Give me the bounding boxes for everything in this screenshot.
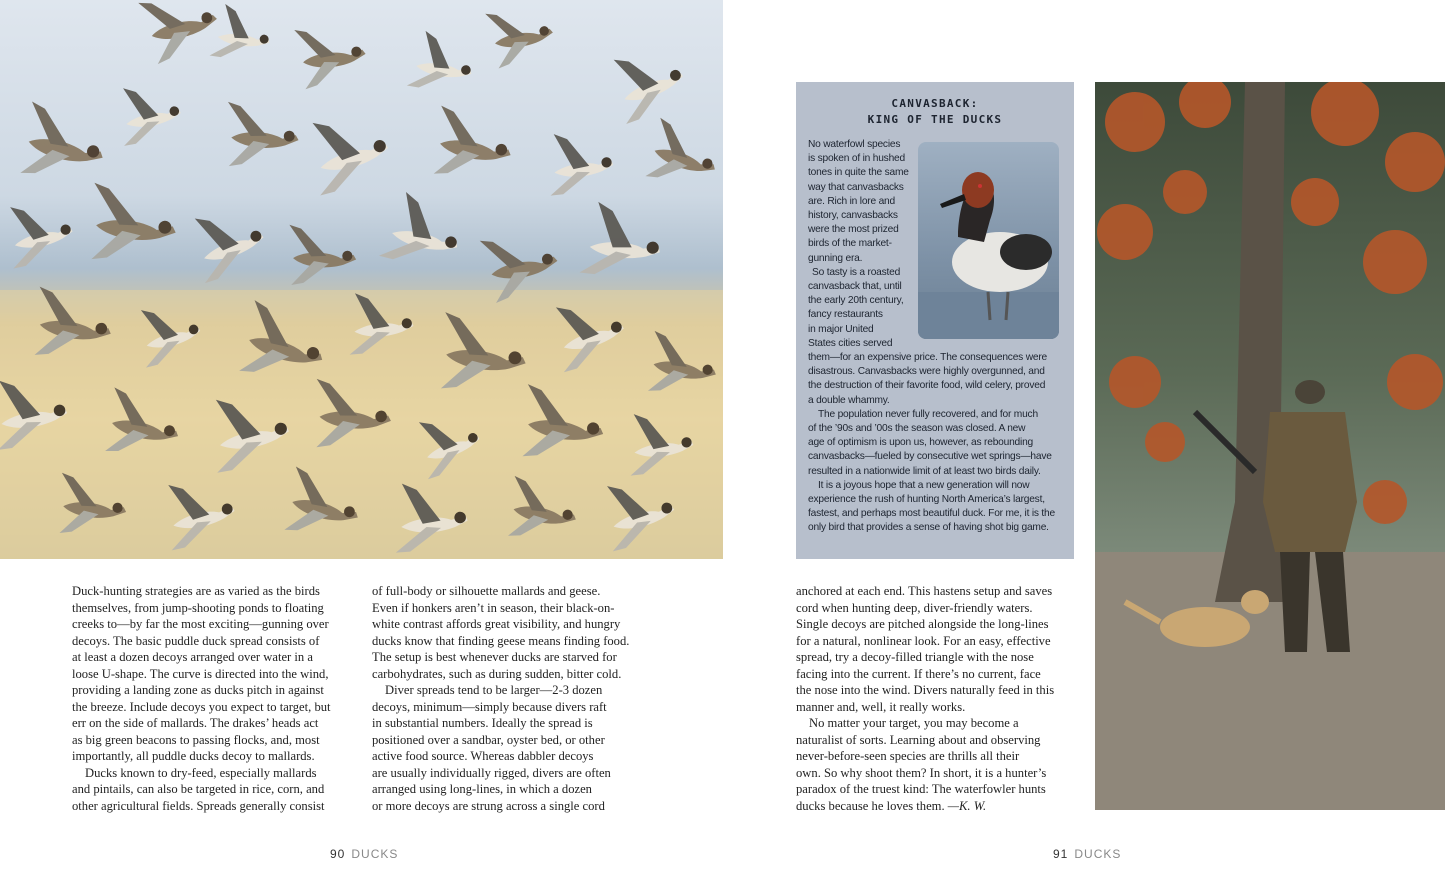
section-name: DUCKS bbox=[1074, 847, 1122, 861]
sidebar-title-line: KING OF THE DUCKS bbox=[867, 113, 1003, 126]
sidebar-line: birds of the market- bbox=[808, 238, 892, 250]
sidebar-line: of the ’90s and ’00s the season was closed. A new bbox=[808, 423, 1026, 435]
text-line: Single decoys are pitched alongside the long-lines bbox=[796, 617, 1049, 631]
text-line: spread, try a decoy-filled triangle with the nose bbox=[796, 650, 1034, 664]
text-line: facing into the current. If there’s no current, face bbox=[796, 666, 1041, 681]
sidebar-line: a double whammy. bbox=[808, 394, 890, 406]
sidebar-line: in major United bbox=[808, 323, 874, 335]
sidebar-line: canvasbacks—fueled by consecutive wet springs—have bbox=[808, 451, 1052, 463]
text-line: other agricultural fields. Spreads generally consist bbox=[72, 798, 325, 813]
sidebar-line: the destruction of their favorite food, wild celery, proved bbox=[808, 380, 1046, 392]
text-line: active food source. Whereas dabbler decoys bbox=[372, 749, 594, 763]
text-line: or more decoys are strung across a single cord bbox=[372, 798, 605, 813]
canvasback-sidebar bbox=[796, 82, 1074, 559]
text-line: themselves, from jump-shooting ponds to floating bbox=[72, 600, 324, 615]
sidebar-title bbox=[796, 96, 1074, 128]
text-line: positioned over a sandbar, oyster bed, or other bbox=[372, 732, 605, 747]
text-line: No matter your target, you may become a bbox=[809, 716, 1019, 730]
text-line: Ducks known to dry-feed, especially mallards bbox=[85, 765, 317, 780]
text-line: Diver spreads tend to be larger—2-3 dozen bbox=[385, 683, 603, 697]
body-column-2 bbox=[372, 583, 652, 814]
text-line: loose U-shape. The curve is directed into the wind, bbox=[72, 666, 329, 681]
text-line: naturalist of sorts. Learning about and observing bbox=[796, 732, 1041, 747]
text-line: the nose into the wind. Divers naturally feed in this bbox=[796, 683, 1055, 697]
text-line: the breeze. Include decoys you expect to target, but bbox=[72, 699, 331, 714]
text-line: arranged using long-lines, in which a dozen bbox=[372, 782, 592, 796]
text-line: Duck-hunting strategies are as varied as the birds bbox=[72, 584, 320, 598]
text-line: white contrast affords great visibility, and hungry bbox=[372, 617, 621, 631]
sidebar-line: is spoken of in hushed bbox=[808, 153, 905, 165]
sidebar-line: It is a joyous hope that a new generation will now bbox=[818, 479, 1030, 491]
text-line: ducks because he loves them. bbox=[796, 798, 945, 813]
text-line: cord when hunting deep, diver-friendly waters. bbox=[796, 600, 1033, 615]
sidebar-line: The population never fully recovered, and for much bbox=[818, 408, 1038, 420]
text-line: for a natural, nonlinear look. For an easy, effective bbox=[796, 633, 1051, 648]
duck-flock-illustration bbox=[0, 0, 723, 559]
sidebar-line: canvasback that, until bbox=[808, 281, 902, 293]
body-column-1 bbox=[72, 583, 352, 814]
sidebar-line: So tasty is a roasted bbox=[812, 266, 901, 278]
text-line: decoys. The basic puddle duck spread consists of bbox=[72, 633, 320, 648]
sidebar-text-narrow bbox=[808, 138, 916, 351]
text-line: The setup is best whenever ducks are starved for bbox=[372, 650, 617, 664]
text-line-last bbox=[796, 798, 1076, 815]
text-line: ducks know that finding geese means finding food. bbox=[372, 633, 630, 648]
text-line: paradox of the truest kind: The waterfowler hunts bbox=[796, 782, 1046, 796]
sidebar-title-line: CANVASBACK: bbox=[891, 97, 979, 110]
sidebar-line: fastest, and perhaps most beautiful duck. For me, it is the bbox=[808, 508, 1055, 520]
text-line: and pintails, can also be targeted in rice, corn, and bbox=[72, 782, 325, 796]
sidebar-line: No waterfowl species bbox=[808, 139, 901, 150]
sidebar-line: way that canvasbacks bbox=[808, 181, 904, 193]
sidebar-line: were the most prized bbox=[808, 224, 899, 236]
canvasback-illustration bbox=[918, 142, 1059, 339]
sidebar-line: tones in quite the same bbox=[808, 167, 909, 179]
page-number: 91 bbox=[1053, 847, 1069, 861]
author-signature: —K. W. bbox=[947, 798, 987, 813]
flock-photo bbox=[0, 0, 723, 559]
sidebar-line: history, canvasbacks bbox=[808, 210, 898, 222]
sidebar-line: gunning era. bbox=[808, 252, 863, 264]
page-folio-right bbox=[1053, 847, 1121, 861]
sidebar-line: are. Rich in lore and bbox=[808, 195, 895, 207]
text-line: Even if honkers aren’t in season, their black-on- bbox=[372, 600, 615, 615]
text-line: as big green beacons to passing flocks, and, most bbox=[72, 732, 320, 747]
text-line: decoys, minimum—simply because divers raft bbox=[372, 699, 607, 714]
sidebar-line: only bird that provides a sense of having shot big game. bbox=[808, 522, 1049, 534]
sidebar-line: experience the rush of hunting North America’s largest, bbox=[808, 494, 1045, 506]
sidebar-line: the early 20th century, bbox=[808, 295, 904, 307]
page-number: 90 bbox=[330, 847, 346, 861]
sidebar-text-wide bbox=[808, 351, 1064, 536]
hunter-and-dog-illustration bbox=[1095, 82, 1445, 810]
text-line: at least a dozen decoys arranged over water in a bbox=[72, 650, 313, 664]
text-line: own. So why shoot them? In short, it is a hunter’s bbox=[796, 765, 1047, 780]
text-line: creeks to—by far the most exciting—gunning over bbox=[72, 617, 329, 631]
text-line: importantly, all puddle ducks decoy to mallards. bbox=[72, 749, 315, 763]
sidebar-line: States cities served bbox=[808, 337, 893, 349]
text-line: anchored at each end. This hastens setup and saves bbox=[796, 584, 1053, 598]
text-line: err on the side of mallards. The drakes’ heads act bbox=[72, 716, 319, 730]
sidebar-line: fancy restaurants bbox=[808, 309, 883, 321]
body-column-3 bbox=[796, 583, 1076, 814]
page-folio-left bbox=[330, 847, 398, 861]
sidebar-line: them—for an expensive price. The consequences were bbox=[808, 352, 1047, 363]
canvasback-photo bbox=[918, 142, 1059, 339]
text-line: are usually individually rigged, divers are often bbox=[372, 765, 611, 780]
sidebar-line: age of optimism is upon us, however, as rebounding bbox=[808, 437, 1034, 449]
sidebar-line: disastrous. Canvasbacks were highly overgunned, and bbox=[808, 366, 1045, 378]
text-line: carbohydrates, such as during sudden, bitter cold. bbox=[372, 666, 622, 681]
sidebar-line: resulted in a nationwide limit of at least two birds daily. bbox=[808, 465, 1041, 477]
hunter-photo bbox=[1095, 82, 1445, 810]
text-line: in substantial numbers. Ideally the spread is bbox=[372, 716, 593, 730]
text-line: of full-body or silhouette mallards and geese. bbox=[372, 584, 601, 598]
section-name: DUCKS bbox=[351, 847, 399, 861]
text-line: manner and, well, it really works. bbox=[796, 699, 966, 714]
text-line: never-before-seen species are thrills all their bbox=[796, 749, 1020, 763]
text-line: providing a landing zone as ducks pitch in against bbox=[72, 683, 324, 697]
